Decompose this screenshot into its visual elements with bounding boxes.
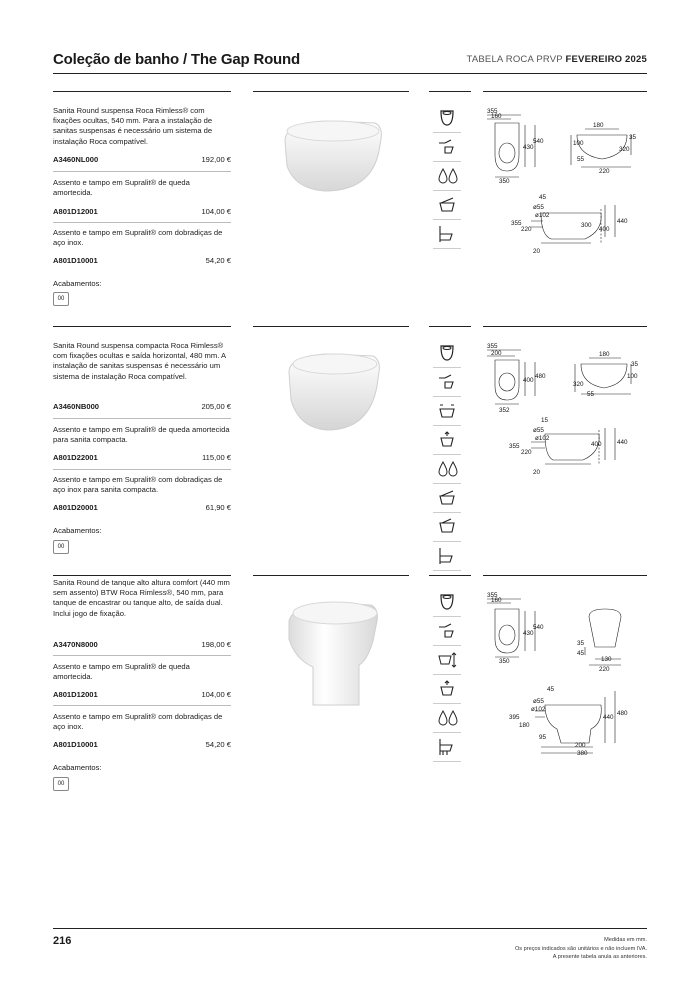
svg-text:35: 35: [631, 361, 639, 368]
svg-text:180: 180: [593, 122, 604, 129]
svg-text:220: 220: [521, 226, 532, 233]
svg-text:200: 200: [575, 742, 586, 749]
accessory-code: A801D12001: [53, 207, 98, 216]
svg-text:480: 480: [617, 710, 628, 717]
item-divider: [53, 222, 231, 223]
accessory-price: 61,90 €: [205, 503, 231, 512]
technical-drawing-top: [481, 589, 651, 673]
svg-text:440: 440: [603, 714, 614, 721]
svg-text:400: 400: [599, 226, 610, 233]
dual-outlet-icon: [433, 676, 461, 704]
section-divider: [53, 326, 231, 327]
soft-close-icon: [433, 485, 461, 513]
svg-text:355: 355: [509, 443, 520, 450]
accessory-code: A801D20001: [53, 503, 98, 512]
accessory-code-row: [53, 453, 231, 462]
svg-text:55: 55: [577, 156, 585, 163]
rimless-icon: [433, 589, 461, 617]
section-divider: [429, 575, 471, 576]
technical-drawing-top: [481, 105, 651, 185]
finishes-label: Acabamentos:: [53, 279, 102, 288]
svg-text:45: 45: [547, 686, 555, 693]
svg-text:395: 395: [509, 714, 520, 721]
finishes-label: Acabamentos:: [53, 526, 102, 535]
product-price: 205,00 €: [201, 402, 231, 411]
accessory-description: Assento e tampo em Supralit® com dobradiças de aço inox para sanita compacta.: [53, 475, 223, 495]
product-section-2: [53, 326, 647, 566]
svg-text:350: 350: [499, 178, 510, 185]
note-measures: Medidas em mm.: [604, 937, 647, 943]
hidden-fixing-icon: [433, 134, 461, 162]
svg-text:180: 180: [519, 722, 530, 729]
section-divider: [429, 326, 471, 327]
svg-text:352: 352: [499, 407, 510, 414]
floor-standing-icon: [433, 734, 461, 762]
note-table: A presente tabela anula as anteriores.: [552, 954, 647, 961]
finish-swatch[interactable]: 00: [53, 292, 69, 306]
finishes-label: Acabamentos:: [53, 763, 102, 772]
compact-wall-hung-toilet-image: [281, 346, 391, 438]
svg-text:ø102: ø102: [531, 706, 546, 713]
svg-text:100: 100: [627, 373, 638, 380]
floor-standing-toilet-image: [279, 591, 389, 711]
svg-text:440: 440: [617, 218, 628, 225]
section-divider: [253, 575, 409, 576]
rimless-icon: [433, 105, 461, 133]
section-divider: [253, 326, 409, 327]
product-price: 192,00 €: [201, 155, 231, 164]
section-divider: [483, 91, 647, 92]
accessory-code-row: [53, 207, 231, 216]
svg-text:20: 20: [533, 469, 541, 476]
svg-text:20: 20: [533, 248, 541, 255]
product-code-row: [53, 402, 231, 411]
item-divider: [53, 469, 231, 470]
water-saving-icon: [433, 705, 461, 733]
accessory-price: 115,00 €: [202, 453, 231, 462]
footer-notes: [515, 936, 647, 962]
svg-text:480: 480: [535, 373, 546, 380]
finish-swatch[interactable]: 00: [53, 777, 69, 791]
accessory-code-row: [53, 740, 231, 749]
section-divider: [429, 91, 471, 92]
svg-text:15: 15: [541, 417, 549, 424]
product-price: 198,00 €: [201, 640, 231, 649]
svg-text:430: 430: [523, 144, 534, 151]
accessory-code: A801D10001: [53, 256, 98, 265]
product-section-1: [53, 91, 647, 321]
comfort-height-icon: [433, 647, 461, 675]
wall-hung-icon: [433, 221, 461, 249]
product-code-row: [53, 155, 231, 164]
soft-close-icon: [433, 192, 461, 220]
water-saving-icon: [433, 163, 461, 191]
item-divider: [53, 655, 231, 656]
horizontal-outlet-icon: [433, 427, 461, 455]
item-divider: [53, 418, 231, 419]
svg-text:100: 100: [573, 140, 584, 147]
svg-text:380: 380: [577, 750, 588, 757]
svg-text:ø102: ø102: [535, 435, 550, 442]
accessory-code: A801D22001: [53, 453, 98, 462]
svg-text:ø55: ø55: [533, 204, 544, 211]
compact-icon: [433, 398, 461, 426]
footer-divider: [53, 928, 647, 929]
header-divider: [53, 73, 647, 74]
accessory-code: A801D12001: [53, 690, 98, 699]
section-divider: [483, 575, 647, 576]
accessory-description: Assento e tampo em Supralit® de queda amortecida.: [53, 178, 190, 198]
technical-drawing-side: [481, 191, 651, 259]
product-code: A3460NB000: [53, 402, 100, 411]
svg-text:95: 95: [539, 734, 547, 741]
svg-text:355: 355: [511, 220, 522, 227]
product-code-row: [53, 640, 231, 649]
svg-text:55: 55: [587, 391, 595, 398]
svg-text:200: 200: [491, 350, 502, 357]
svg-text:35: 35: [577, 640, 585, 647]
svg-text:540: 540: [533, 138, 544, 145]
hidden-fixing-icon: [433, 618, 461, 646]
svg-text:220: 220: [599, 168, 610, 175]
accessory-code-row: [53, 690, 231, 699]
svg-text:400: 400: [591, 441, 602, 448]
seat-icon: [433, 514, 461, 542]
accessory-price: 54,20 €: [205, 256, 231, 265]
catalog-name: TABELA ROCA PRVP: [466, 54, 563, 65]
rimless-icon: [433, 340, 461, 368]
svg-text:430: 430: [523, 630, 534, 637]
accessory-description: Assento e tampo em Supralit® de queda amortecida para sanita compacta.: [53, 425, 230, 445]
technical-drawing-top: [481, 340, 651, 420]
accessory-description: Assento e tampo em Supralit® com dobradiças de aço inox.: [53, 712, 223, 732]
finish-swatch[interactable]: 00: [53, 540, 69, 554]
page-number: 216: [53, 935, 72, 947]
product-description: Sanita Round suspensa compacta Roca Rimless® com fixações ocultas e saída horizontal, 480 mm. A instalação de sanitas suspensas é necessário um sistema de instalação Roca compatível.: [53, 341, 226, 381]
product-description: Sanita Round de tanque alto altura comfort (440 mm sem assento) BTW Roca Rimless®, 540 mm, para tanque de encastrar ou tanque alto, de saída dual. Inclui jogo de fixação.: [53, 578, 230, 618]
accessory-price: 104,00 €: [201, 207, 231, 216]
svg-text:320: 320: [573, 381, 584, 388]
svg-text:355: 355: [487, 108, 498, 115]
svg-text:540: 540: [533, 624, 544, 631]
svg-text:350: 350: [499, 658, 510, 665]
section-divider: [253, 91, 409, 92]
technical-drawing-side: [481, 683, 651, 763]
svg-text:45: 45: [577, 650, 585, 657]
product-code: A3460NL000: [53, 155, 99, 164]
edition-date: FEVEREIRO 2025: [565, 54, 647, 65]
wall-hung-icon: [433, 543, 461, 571]
accessory-description: Assento e tampo em Supralit® com dobradiças de aço inox.: [53, 228, 223, 248]
svg-text:320: 320: [619, 146, 630, 153]
item-divider: [53, 171, 231, 172]
svg-text:ø102: ø102: [535, 212, 550, 219]
svg-text:35: 35: [629, 134, 637, 141]
svg-text:220: 220: [521, 449, 532, 456]
section-divider: [53, 575, 231, 576]
hidden-fixing-icon: [433, 369, 461, 397]
page-title: Coleção de banho / The Gap Round: [53, 51, 300, 68]
catalog-edition: [467, 54, 647, 65]
accessory-price: 54,20 €: [205, 740, 231, 749]
svg-text:45: 45: [539, 194, 547, 201]
product-code: A3470N8000: [53, 640, 98, 649]
svg-text:220: 220: [599, 666, 610, 673]
wall-hung-toilet-image: [275, 111, 395, 201]
svg-text:300: 300: [581, 222, 592, 229]
svg-text:160: 160: [491, 597, 502, 604]
accessory-code: A801D10001: [53, 740, 98, 749]
svg-text:ø55: ø55: [533, 698, 544, 705]
svg-text:130: 130: [601, 656, 612, 663]
product-description: Sanita Round suspensa Roca Rimless® com fixações ocultas, 540 mm. Para a instalação de sanitas suspensas é necessário um sistema de instalação Roca compatível.: [53, 106, 213, 146]
accessory-price: 104,00 €: [201, 690, 231, 699]
accessory-code-row: [53, 256, 231, 265]
svg-text:400: 400: [523, 377, 534, 384]
svg-text:160: 160: [491, 113, 502, 120]
svg-text:355: 355: [487, 343, 498, 350]
accessory-description: Assento e tampo em Supralit® de queda amortecida.: [53, 662, 190, 682]
product-section-3: [53, 575, 647, 805]
note-prices: Os preços indicados são unitários e não incluem IVA.: [514, 945, 647, 952]
item-divider: [53, 705, 231, 706]
accessory-code-row: [53, 503, 231, 512]
section-divider: [483, 326, 647, 327]
svg-text:ø55: ø55: [533, 427, 544, 434]
svg-text:440: 440: [617, 439, 628, 446]
svg-text:180: 180: [599, 351, 610, 358]
water-saving-icon: [433, 456, 461, 484]
section-divider: [53, 91, 231, 92]
technical-drawing-side: [481, 414, 651, 482]
svg-text:355: 355: [487, 592, 498, 599]
